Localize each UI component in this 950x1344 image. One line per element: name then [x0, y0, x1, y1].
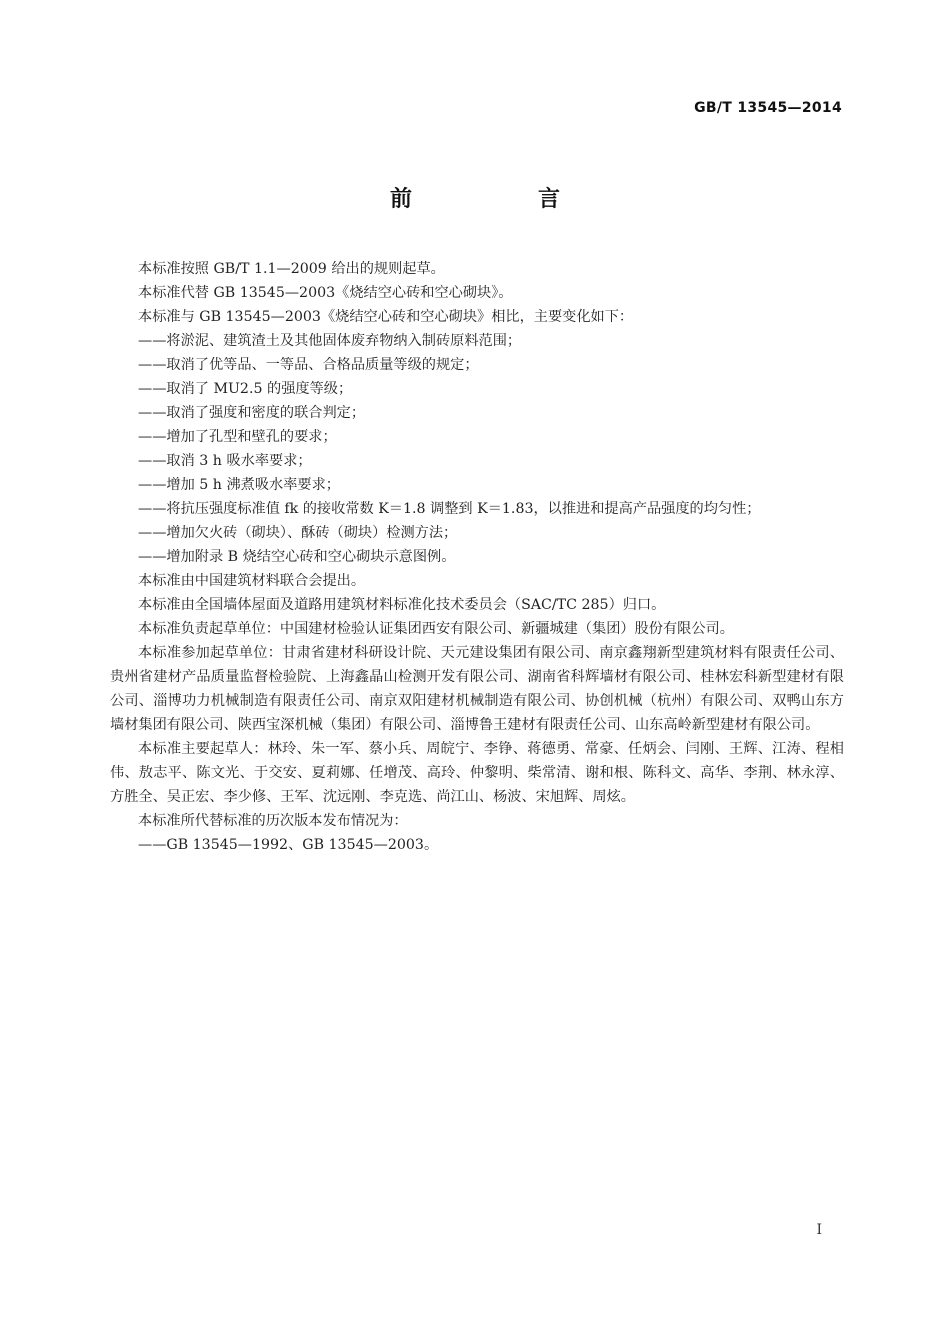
change-item: ——将淤泥、建筑渣土及其他固体废弃物纳入制砖原料范围； [138, 333, 522, 349]
paragraph: 本标准由中国建筑材料联合会提出。 [138, 573, 366, 589]
paragraph: 本标准代替 GB 13545—2003《烧结空心砖和空心砌块》。 [138, 285, 513, 301]
paragraph: 本标准负责起草单位：中国建材检验认证集团西安有限公司、新疆城建（集团）股份有限公司。 [138, 621, 734, 637]
change-item: ——增加 5 h 沸煮吸水率要求； [138, 477, 340, 493]
paragraph: 本标准按照 GB/T 1.1—2009 给出的规则起草。 [138, 261, 445, 277]
paragraph: 本标准与 GB 13545—2003《烧结空心砖和空心砌块》相比，主要变化如下： [138, 309, 634, 325]
paragraph: 本标准参加起草单位：甘肃省建材科研设计院、天元建设集团有限公司、南京鑫翔新型建筑材料有限责任公司、贵州省建材产品质量监督检验院、上海鑫晶山检测开发有限公司、湖南省科辉墙材有限公司、桂林宏科新型建材有限公司、淄博功力机械制造有限责任公司、南京双阳建材机械制造有限公司、协创机械（杭州）有限公司、双鸭山东方墙材集团有限公司、陕西宝深机械（集团）有限公司、淄博鲁王建材有限责任公司、山东高岭新型建材有限公司。 [110, 645, 844, 733]
paragraph: 本标准主要起草人：林玲、朱一军、蔡小兵、周皖宁、李铮、蒋德勇、常豪、任炳会、闫刚、王辉、江涛、程相伟、敖志平、陈文光、于交安、夏莉娜、任增茂、高玲、仲黎明、柴常清、谢和根、陈科文、高华、李荆、林永淳、方胜全、吴正宏、李少修、王军、沈远刚、李克选、尚江山、杨波、宋旭辉、周炫。 [110, 741, 844, 805]
page-title: 前 言 [389, 187, 612, 212]
page-number: I [816, 1222, 822, 1238]
change-item: ——取消 3 h 吸水率要求； [138, 453, 312, 469]
change-item: ——将抗压强度标准值 fk 的接收常数 K＝1.8 调整到 K＝1.83，以推进和提高产品强度的均匀性； [138, 501, 761, 517]
foreword-body [110, 257, 844, 857]
change-item: ——增加附录 B 烧结空心砖和空心砌块示意图例。 [138, 549, 456, 565]
change-item: ——取消了 MU2.5 的强度等级； [138, 381, 353, 397]
change-item: ——增加了孔型和壁孔的要求； [138, 429, 337, 445]
paragraph: 本标准由全国墙体屋面及道路用建筑材料标准化技术委员会（SAC/TC 285）归口。 [138, 597, 666, 613]
change-item: ——取消了优等品、一等品、合格品质量等级的规定； [138, 357, 479, 373]
paragraph: 本标准所代替标准的历次版本发布情况为： [138, 813, 408, 829]
change-item: ——取消了强度和密度的联合判定； [138, 405, 366, 421]
change-item: ——增加欠火砖（砌块）、酥砖（砌块）检测方法； [138, 525, 458, 541]
standard-code: GB/T 13545—2014 [694, 100, 842, 116]
paragraph: ——GB 13545—1992、GB 13545—2003。 [138, 837, 439, 853]
